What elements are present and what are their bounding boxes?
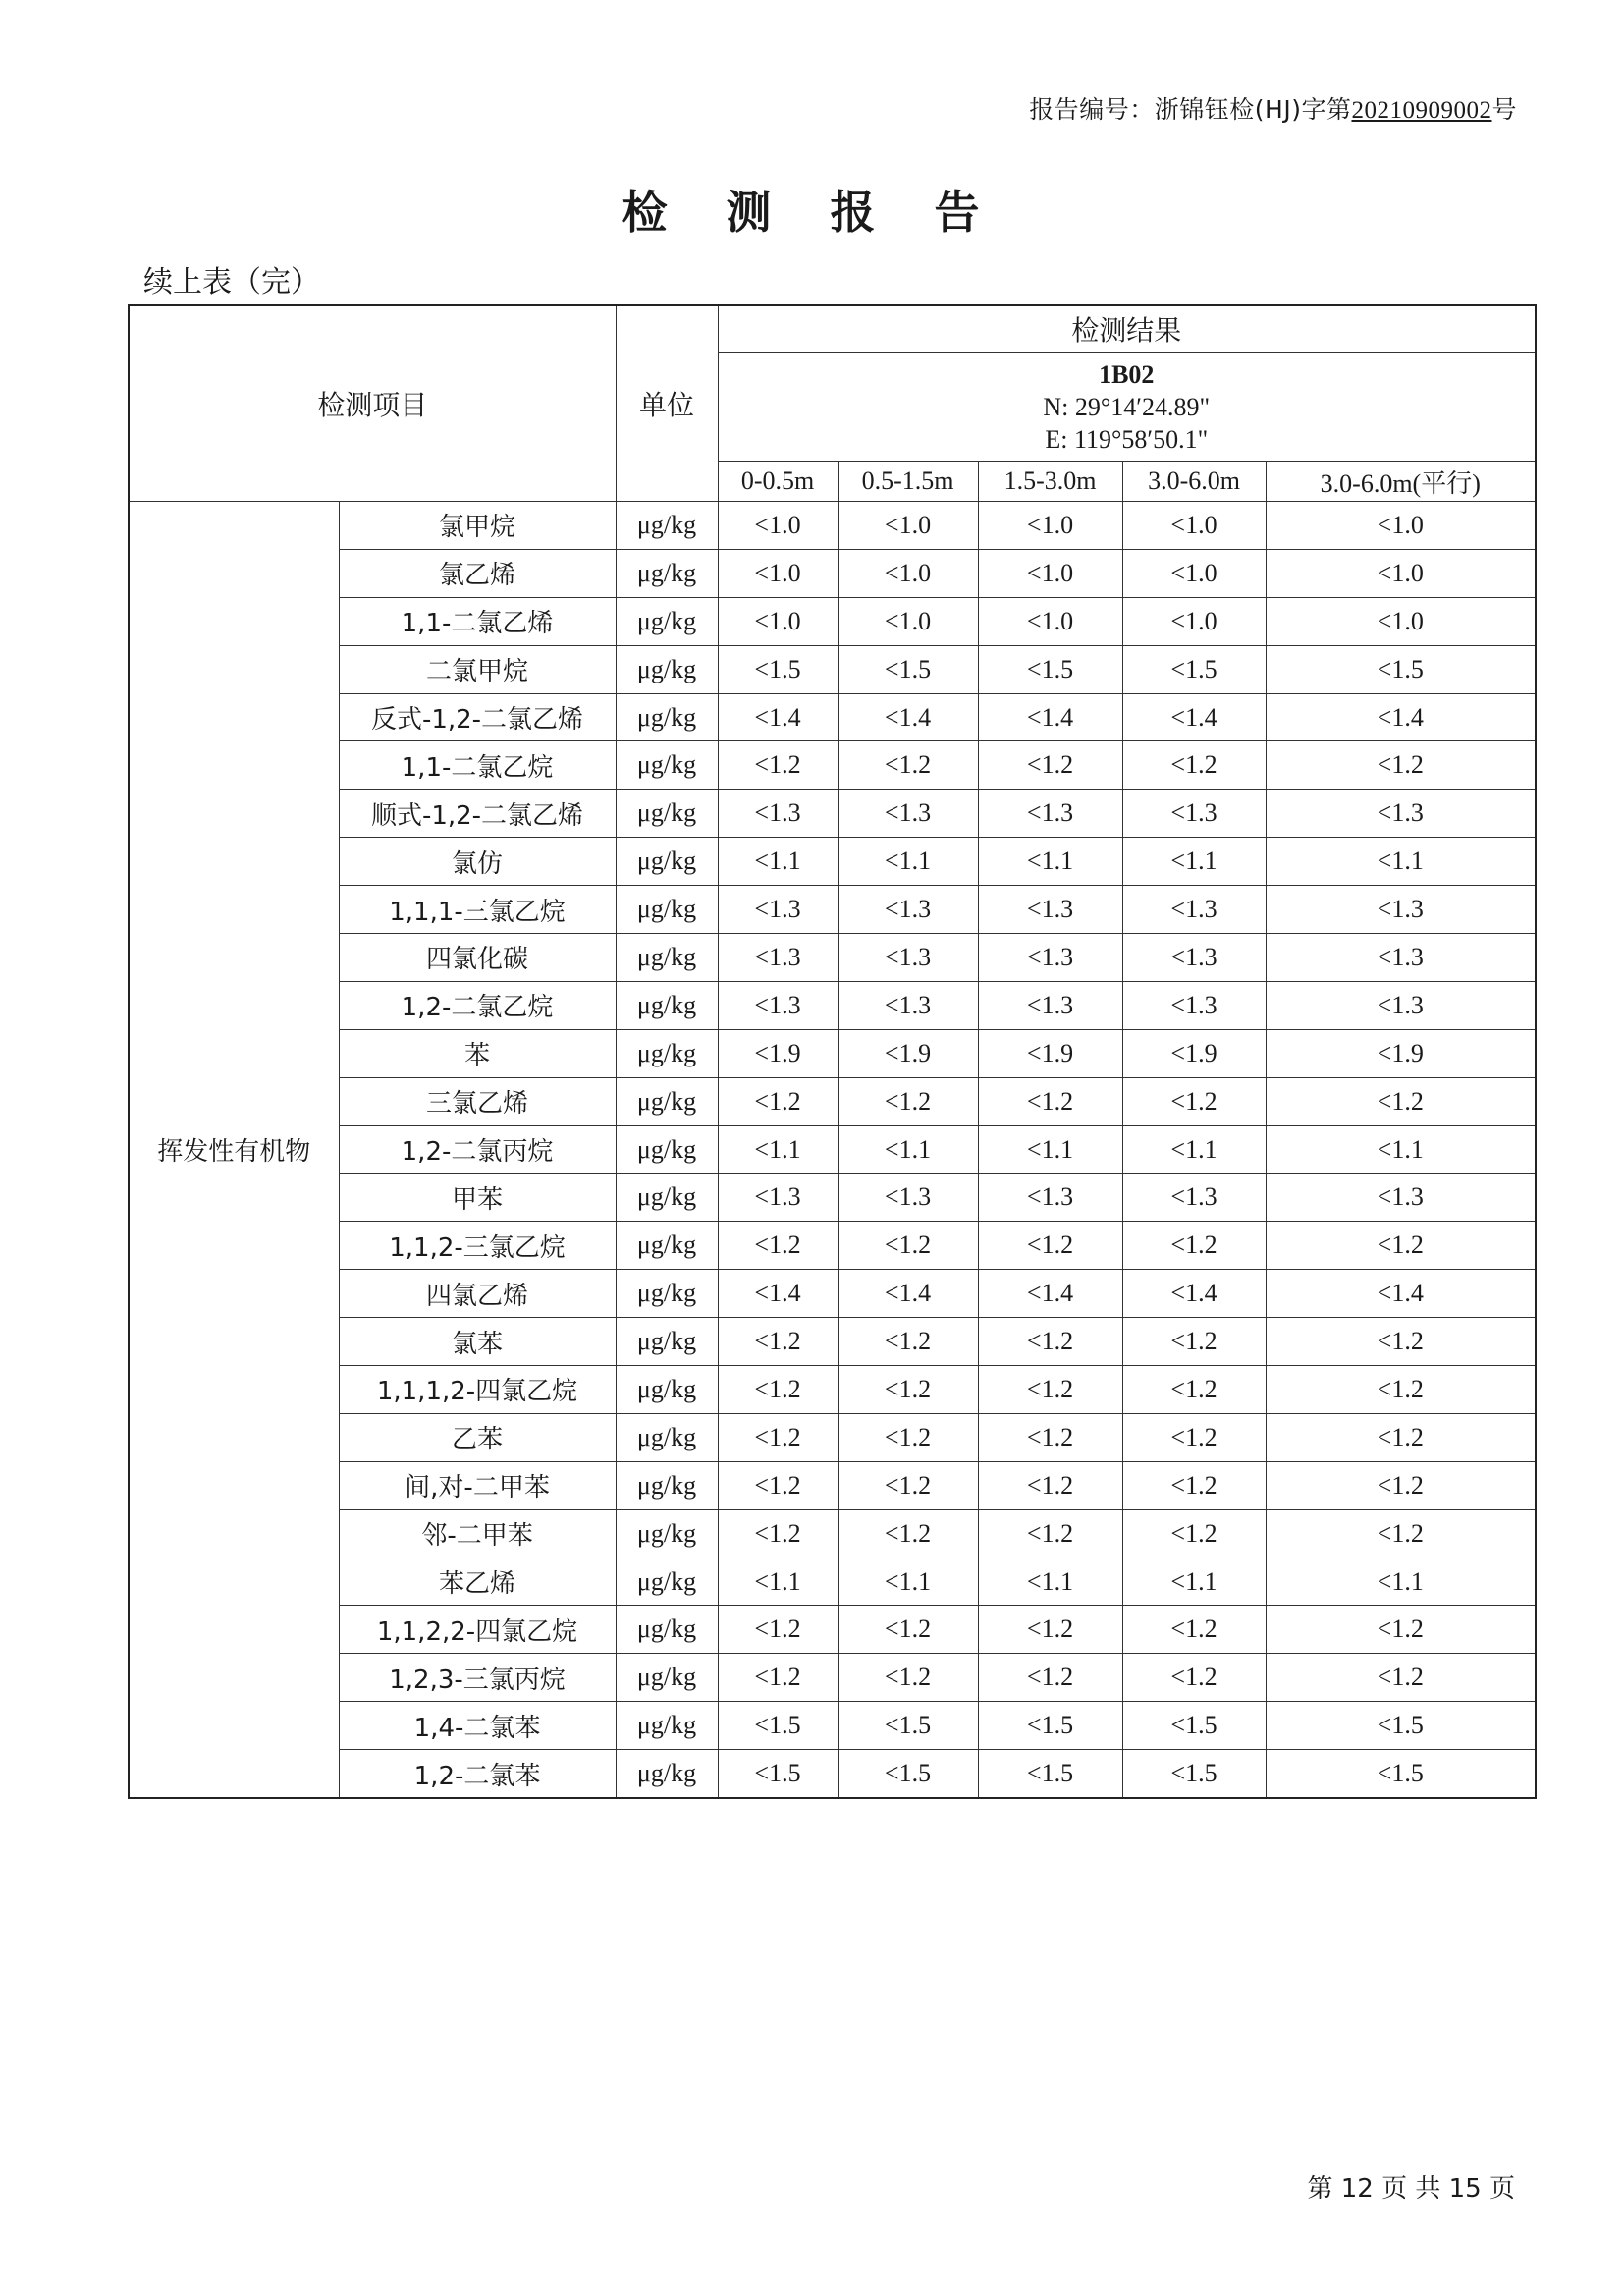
value-cell: <1.2 xyxy=(718,1606,838,1654)
value-cell: <1.9 xyxy=(838,1029,978,1077)
page-number: 第 12 页 共 15 页 xyxy=(1307,2174,1515,2204)
value-cell: <1.5 xyxy=(978,1750,1122,1798)
value-cell: <1.2 xyxy=(1122,741,1266,790)
unit-cell: μg/kg xyxy=(616,1558,718,1606)
report-number-suffix: 号 xyxy=(1491,95,1517,124)
table-row xyxy=(129,981,1536,1029)
value-cell: <1.3 xyxy=(978,886,1122,934)
value-cell: <1.2 xyxy=(1266,741,1536,790)
value-cell: <1.2 xyxy=(718,1509,838,1558)
analyte-name: 间,对-二甲苯 xyxy=(339,1461,616,1509)
value-cell: <1.2 xyxy=(978,1654,1122,1702)
value-cell: <1.3 xyxy=(1122,934,1266,982)
value-cell: <1.3 xyxy=(718,1174,838,1222)
unit-cell: μg/kg xyxy=(616,741,718,790)
results-table xyxy=(128,304,1537,1799)
analyte-name: 三氯乙烯 xyxy=(339,1077,616,1125)
value-cell: <1.1 xyxy=(838,1558,978,1606)
value-cell: <1.2 xyxy=(1122,1654,1266,1702)
header-results: 检测结果 xyxy=(718,305,1536,353)
value-cell: <1.5 xyxy=(838,1702,978,1750)
value-cell: <1.3 xyxy=(1122,886,1266,934)
value-cell: <1.3 xyxy=(838,934,978,982)
value-cell: <1.5 xyxy=(718,1702,838,1750)
value-cell: <1.2 xyxy=(978,1366,1122,1414)
value-cell: <1.2 xyxy=(838,1222,978,1270)
table-row xyxy=(129,838,1536,886)
value-cell: <1.2 xyxy=(1122,1509,1266,1558)
value-cell: <1.3 xyxy=(718,934,838,982)
value-cell: <1.2 xyxy=(838,1509,978,1558)
analyte-name: 1,4-二氯苯 xyxy=(339,1702,616,1750)
unit-cell: μg/kg xyxy=(616,1461,718,1509)
table-row xyxy=(129,934,1536,982)
value-cell: <1.3 xyxy=(1122,981,1266,1029)
analyte-name: 氯苯 xyxy=(339,1318,616,1366)
value-cell: <1.5 xyxy=(978,645,1122,693)
value-cell: <1.0 xyxy=(838,597,978,645)
analyte-name: 苯乙烯 xyxy=(339,1558,616,1606)
value-cell: <1.0 xyxy=(1266,597,1536,645)
value-cell: <1.2 xyxy=(1122,1606,1266,1654)
value-cell: <1.9 xyxy=(978,1029,1122,1077)
unit-cell: μg/kg xyxy=(616,549,718,597)
value-cell: <1.5 xyxy=(1266,1750,1536,1798)
value-cell: <1.0 xyxy=(1266,549,1536,597)
value-cell: <1.4 xyxy=(718,693,838,741)
value-cell: <1.2 xyxy=(718,1413,838,1461)
analyte-name: 甲苯 xyxy=(339,1174,616,1222)
value-cell: <1.1 xyxy=(1122,1558,1266,1606)
value-cell: <1.3 xyxy=(978,934,1122,982)
value-cell: <1.4 xyxy=(718,1270,838,1318)
value-cell: <1.4 xyxy=(1122,1270,1266,1318)
value-cell: <1.2 xyxy=(718,1222,838,1270)
value-cell: <1.9 xyxy=(1266,1029,1536,1077)
table-row xyxy=(129,502,1536,550)
value-cell: <1.2 xyxy=(718,1318,838,1366)
value-cell: <1.2 xyxy=(1122,1222,1266,1270)
table-row xyxy=(129,886,1536,934)
table-row xyxy=(129,549,1536,597)
unit-cell: μg/kg xyxy=(616,790,718,838)
value-cell: <1.3 xyxy=(978,790,1122,838)
value-cell: <1.2 xyxy=(838,741,978,790)
analyte-name: 邻-二甲苯 xyxy=(339,1509,616,1558)
table-row xyxy=(129,1174,1536,1222)
value-cell: <1.3 xyxy=(978,1174,1122,1222)
sample-latitude: N: 29°14′24.89" xyxy=(1043,392,1211,421)
unit-cell: μg/kg xyxy=(616,1606,718,1654)
depth-header: 1.5-3.0m xyxy=(978,462,1122,502)
value-cell: <1.2 xyxy=(1266,1318,1536,1366)
table-row xyxy=(129,1558,1536,1606)
value-cell: <1.5 xyxy=(1122,1750,1266,1798)
value-cell: <1.5 xyxy=(1266,645,1536,693)
value-cell: <1.0 xyxy=(978,597,1122,645)
sample-id: 1B02 xyxy=(1099,359,1155,389)
value-cell: <1.0 xyxy=(718,502,838,550)
value-cell: <1.1 xyxy=(1266,1125,1536,1174)
unit-cell: μg/kg xyxy=(616,1413,718,1461)
value-cell: <1.5 xyxy=(838,1750,978,1798)
value-cell: <1.0 xyxy=(718,597,838,645)
unit-cell: μg/kg xyxy=(616,1222,718,1270)
value-cell: <1.3 xyxy=(838,981,978,1029)
value-cell: <1.2 xyxy=(838,1606,978,1654)
unit-cell: μg/kg xyxy=(616,934,718,982)
page-title: 检 测 报 告 xyxy=(622,186,1001,239)
value-cell: <1.0 xyxy=(1266,502,1536,550)
value-cell: <1.2 xyxy=(1266,1509,1536,1558)
value-cell: <1.5 xyxy=(718,1750,838,1798)
value-cell: <1.2 xyxy=(718,1461,838,1509)
analyte-name: 1,2,3-三氯丙烷 xyxy=(339,1654,616,1702)
value-cell: <1.2 xyxy=(1266,1222,1536,1270)
value-cell: <1.2 xyxy=(1266,1654,1536,1702)
value-cell: <1.1 xyxy=(718,1125,838,1174)
value-cell: <1.3 xyxy=(1266,886,1536,934)
value-cell: <1.1 xyxy=(1122,1125,1266,1174)
table-row xyxy=(129,1413,1536,1461)
unit-cell: μg/kg xyxy=(616,1270,718,1318)
unit-cell: μg/kg xyxy=(616,1174,718,1222)
value-cell: <1.1 xyxy=(1266,1558,1536,1606)
value-cell: <1.2 xyxy=(1122,1318,1266,1366)
value-cell: <1.4 xyxy=(978,1270,1122,1318)
value-cell: <1.2 xyxy=(978,1461,1122,1509)
analyte-name: 氯甲烷 xyxy=(339,502,616,550)
value-cell: <1.2 xyxy=(1266,1413,1536,1461)
value-cell: <1.2 xyxy=(1122,1461,1266,1509)
value-cell: <1.5 xyxy=(1122,645,1266,693)
value-cell: <1.1 xyxy=(1122,838,1266,886)
sample-longitude: E: 119°58′50.1" xyxy=(1045,424,1209,454)
value-cell: <1.3 xyxy=(1266,1174,1536,1222)
table-row xyxy=(129,1702,1536,1750)
value-cell: <1.4 xyxy=(1266,693,1536,741)
analyte-name: 1,1-二氯乙烯 xyxy=(339,597,616,645)
value-cell: <1.2 xyxy=(838,1413,978,1461)
depth-header: 0.5-1.5m xyxy=(838,462,978,502)
value-cell: <1.5 xyxy=(718,645,838,693)
unit-cell: μg/kg xyxy=(616,1318,718,1366)
value-cell: <1.3 xyxy=(978,981,1122,1029)
analyte-name: 1,1,1,2-四氯乙烷 xyxy=(339,1366,616,1414)
unit-cell: μg/kg xyxy=(616,1654,718,1702)
value-cell: <1.2 xyxy=(978,1222,1122,1270)
unit-cell: μg/kg xyxy=(616,1750,718,1798)
unit-cell: μg/kg xyxy=(616,1702,718,1750)
value-cell: <1.3 xyxy=(718,790,838,838)
value-cell: <1.3 xyxy=(718,886,838,934)
table-row xyxy=(129,1606,1536,1654)
table-body xyxy=(129,502,1536,1799)
table-header xyxy=(129,305,1536,502)
value-cell: <1.1 xyxy=(1266,838,1536,886)
unit-cell: μg/kg xyxy=(616,1509,718,1558)
table-row xyxy=(129,1029,1536,1077)
table-row xyxy=(129,1270,1536,1318)
value-cell: <1.2 xyxy=(838,1366,978,1414)
analyte-name: 氯仿 xyxy=(339,838,616,886)
value-cell: <1.3 xyxy=(1266,790,1536,838)
value-cell: <1.0 xyxy=(978,549,1122,597)
analyte-name: 氯乙烯 xyxy=(339,549,616,597)
unit-cell: μg/kg xyxy=(616,886,718,934)
value-cell: <1.2 xyxy=(1122,1077,1266,1125)
table-row xyxy=(129,741,1536,790)
value-cell: <1.1 xyxy=(978,1558,1122,1606)
unit-cell: μg/kg xyxy=(616,1366,718,1414)
table-row xyxy=(129,1461,1536,1509)
unit-cell: μg/kg xyxy=(616,645,718,693)
analyte-name: 乙苯 xyxy=(339,1413,616,1461)
analyte-name: 四氯乙烯 xyxy=(339,1270,616,1318)
value-cell: <1.2 xyxy=(978,1318,1122,1366)
value-cell: <1.2 xyxy=(1122,1366,1266,1414)
analyte-name: 1,2-二氯丙烷 xyxy=(339,1125,616,1174)
report-number-prefix: 报告编号：浙锦钰检(HJ)字第 xyxy=(1029,95,1352,124)
table-row xyxy=(129,1750,1536,1798)
value-cell: <1.2 xyxy=(718,1366,838,1414)
value-cell: <1.3 xyxy=(718,981,838,1029)
value-cell: <1.1 xyxy=(978,838,1122,886)
category-cell: 挥发性有机物 xyxy=(129,502,339,1799)
report-number xyxy=(1029,90,1517,126)
value-cell: <1.9 xyxy=(718,1029,838,1077)
value-cell: <1.1 xyxy=(718,838,838,886)
analyte-name: 顺式-1,2-二氯乙烯 xyxy=(339,790,616,838)
table-row xyxy=(129,1222,1536,1270)
value-cell: <1.4 xyxy=(838,1270,978,1318)
report-number-value: 20210909002 xyxy=(1351,97,1492,124)
value-cell: <1.0 xyxy=(718,549,838,597)
table-row xyxy=(129,1509,1536,1558)
continuation-label: 续上表（完） xyxy=(143,265,320,300)
table-row xyxy=(129,645,1536,693)
value-cell: <1.2 xyxy=(978,1606,1122,1654)
unit-cell: μg/kg xyxy=(616,693,718,741)
analyte-name: 二氯甲烷 xyxy=(339,645,616,693)
value-cell: <1.3 xyxy=(1122,1174,1266,1222)
value-cell: <1.2 xyxy=(978,741,1122,790)
sample-info xyxy=(718,353,1536,462)
value-cell: <1.9 xyxy=(1122,1029,1266,1077)
value-cell: <1.3 xyxy=(838,1174,978,1222)
value-cell: <1.3 xyxy=(1122,790,1266,838)
analyte-name: 苯 xyxy=(339,1029,616,1077)
unit-cell: μg/kg xyxy=(616,1125,718,1174)
value-cell: <1.3 xyxy=(1266,934,1536,982)
analyte-name: 1,1,2,2-四氯乙烷 xyxy=(339,1606,616,1654)
table-row xyxy=(129,1654,1536,1702)
value-cell: <1.4 xyxy=(838,693,978,741)
unit-cell: μg/kg xyxy=(616,502,718,550)
value-cell: <1.3 xyxy=(838,790,978,838)
table-row xyxy=(129,693,1536,741)
unit-cell: μg/kg xyxy=(616,838,718,886)
value-cell: <1.5 xyxy=(1122,1702,1266,1750)
value-cell: <1.3 xyxy=(838,886,978,934)
analyte-name: 1,1-二氯乙烷 xyxy=(339,741,616,790)
value-cell: <1.2 xyxy=(978,1413,1122,1461)
value-cell: <1.0 xyxy=(978,502,1122,550)
table-row xyxy=(129,1318,1536,1366)
header-unit: 单位 xyxy=(616,305,718,502)
value-cell: <1.2 xyxy=(1266,1366,1536,1414)
analyte-name: 1,2-二氯苯 xyxy=(339,1750,616,1798)
table-row xyxy=(129,1077,1536,1125)
value-cell: <1.5 xyxy=(978,1702,1122,1750)
table-row xyxy=(129,597,1536,645)
value-cell: <1.1 xyxy=(978,1125,1122,1174)
value-cell: <1.0 xyxy=(1122,502,1266,550)
value-cell: <1.2 xyxy=(978,1077,1122,1125)
value-cell: <1.4 xyxy=(1122,693,1266,741)
value-cell: <1.5 xyxy=(838,645,978,693)
table-row xyxy=(129,790,1536,838)
value-cell: <1.1 xyxy=(718,1558,838,1606)
value-cell: <1.2 xyxy=(838,1461,978,1509)
value-cell: <1.4 xyxy=(978,693,1122,741)
value-cell: <1.1 xyxy=(838,838,978,886)
unit-cell: μg/kg xyxy=(616,597,718,645)
unit-cell: μg/kg xyxy=(616,981,718,1029)
value-cell: <1.2 xyxy=(838,1077,978,1125)
value-cell: <1.0 xyxy=(838,502,978,550)
header-item: 检测项目 xyxy=(129,305,616,502)
analyte-name: 反式-1,2-二氯乙烯 xyxy=(339,693,616,741)
depth-header: 3.0-6.0m(平行) xyxy=(1266,462,1536,502)
value-cell: <1.1 xyxy=(838,1125,978,1174)
value-cell: <1.2 xyxy=(978,1509,1122,1558)
value-cell: <1.2 xyxy=(838,1654,978,1702)
analyte-name: 1,2-二氯乙烷 xyxy=(339,981,616,1029)
analyte-name: 1,1,2-三氯乙烷 xyxy=(339,1222,616,1270)
value-cell: <1.0 xyxy=(1122,549,1266,597)
table-row xyxy=(129,1125,1536,1174)
value-cell: <1.2 xyxy=(1266,1461,1536,1509)
unit-cell: μg/kg xyxy=(616,1077,718,1125)
depth-header: 3.0-6.0m xyxy=(1122,462,1266,502)
value-cell: <1.3 xyxy=(1266,981,1536,1029)
analyte-name: 1,1,1-三氯乙烷 xyxy=(339,886,616,934)
value-cell: <1.4 xyxy=(1266,1270,1536,1318)
value-cell: <1.2 xyxy=(718,1654,838,1702)
depth-header: 0-0.5m xyxy=(718,462,838,502)
unit-cell: μg/kg xyxy=(616,1029,718,1077)
value-cell: <1.0 xyxy=(838,549,978,597)
table-row xyxy=(129,1366,1536,1414)
value-cell: <1.2 xyxy=(838,1318,978,1366)
value-cell: <1.2 xyxy=(1122,1413,1266,1461)
value-cell: <1.2 xyxy=(718,1077,838,1125)
analyte-name: 四氯化碳 xyxy=(339,934,616,982)
value-cell: <1.0 xyxy=(1122,597,1266,645)
value-cell: <1.5 xyxy=(1266,1702,1536,1750)
value-cell: <1.2 xyxy=(1266,1606,1536,1654)
value-cell: <1.2 xyxy=(718,741,838,790)
value-cell: <1.2 xyxy=(1266,1077,1536,1125)
